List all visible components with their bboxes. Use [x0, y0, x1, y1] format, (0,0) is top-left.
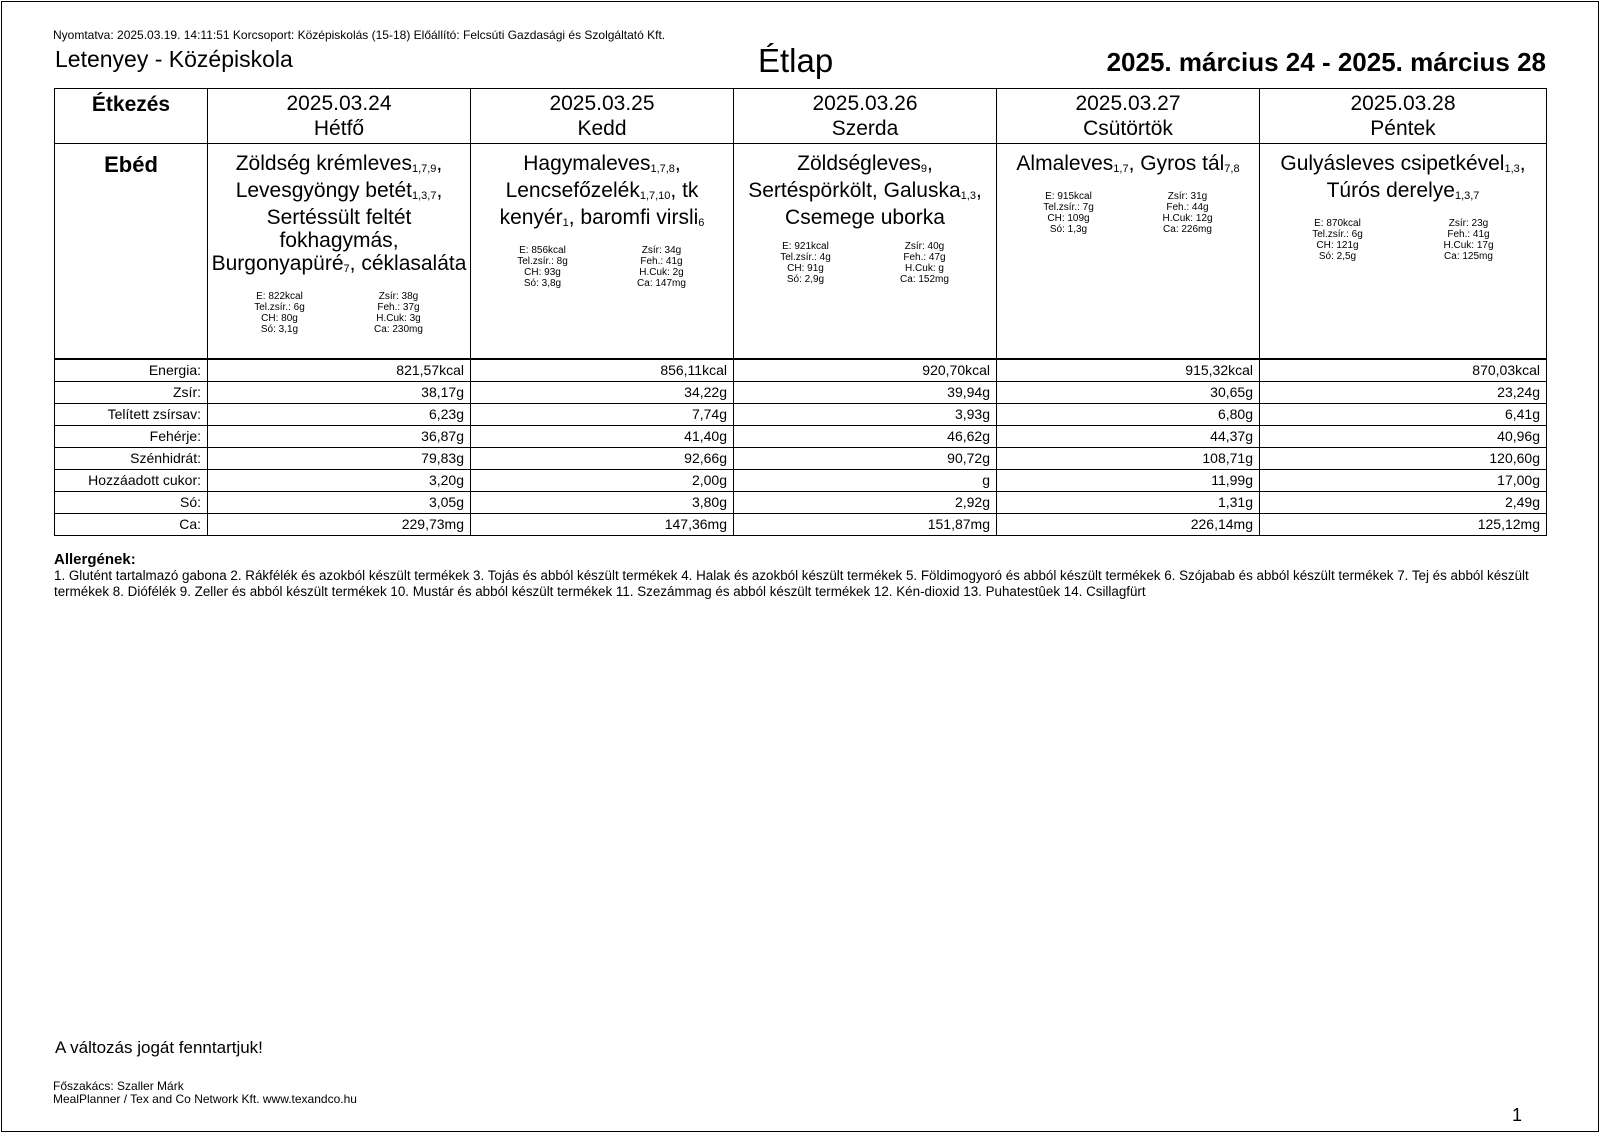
nutrition-value: Zsír: 31g: [1167, 191, 1208, 202]
dish-nutrition-summary: [210, 291, 468, 335]
nutrition-value: E: 921kcal: [782, 241, 829, 252]
nutrition-cell: 229,73mg: [208, 513, 471, 535]
footer-info: [53, 1080, 357, 1106]
nutrition-row: [55, 513, 1547, 535]
nutrition-cell: 34,22g: [471, 381, 734, 403]
dish-name: Lencsefőzelék: [505, 179, 640, 202]
nutrition-row: [55, 403, 1547, 425]
nutrition-value: Tel.zsír.: 4g: [780, 252, 831, 263]
dish-name: baromfi virsli: [580, 206, 699, 229]
nutrition-cell: 38,17g: [208, 381, 471, 403]
nutrition-value: Feh.: 37g: [377, 302, 420, 313]
nutrition-cell: 2,49g: [1260, 491, 1547, 513]
chef-name: Főszakács: Szaller Márk: [53, 1079, 184, 1093]
nutrition-label: Zsír:: [55, 381, 208, 403]
dish-allergens: 1,3,7: [1454, 190, 1480, 202]
day-weekday: Péntek: [1370, 117, 1436, 140]
dish-name: Zöldségleves: [797, 152, 921, 175]
nutrition-cell: 2,00g: [471, 469, 734, 491]
dish-name: Gulyásleves csipetkével: [1280, 152, 1505, 175]
nutrition-cell: 17,00g: [1260, 469, 1547, 491]
dish-cell: [997, 144, 1260, 359]
nutrition-cell: g: [734, 469, 997, 491]
nutrition-label: Hozzáadott cukor:: [55, 469, 208, 491]
dish-name: kenyér: [499, 206, 563, 229]
nutrition-value: Só: 3,8g: [523, 278, 562, 289]
nutrition-row: [55, 381, 1547, 403]
menu-table: [54, 88, 1547, 536]
dish-allergens: 1,7: [1113, 163, 1129, 175]
dish-name: Sertéssült feltét fokhagymás: [266, 206, 412, 252]
nutrition-value: CH: 121g: [1316, 240, 1359, 251]
nutrition-cell: 821,57kcal: [208, 359, 471, 382]
page-title: Étlap: [758, 42, 834, 79]
nutrition-label: Telített zsírsav:: [55, 403, 208, 425]
nutrition-label: Energia:: [55, 359, 208, 382]
dish-nutrition-summary: [1262, 218, 1544, 262]
nutrition-value: CH: 91g: [787, 263, 824, 274]
nutrition-value: Feh.: 47g: [903, 252, 946, 263]
nutrition-value: CH: 80g: [261, 313, 298, 324]
dish-allergens: 1,3: [1504, 163, 1520, 175]
nutrition-cell: 40,96g: [1260, 425, 1547, 447]
dish-cell: [1260, 144, 1547, 359]
allergens-list: 1. Glutént tartalmazó gabona 2. Rákfélék és azokból készült termékek 3. Tojás és abból készült termékek 4. Halak és azokból készült termékek 5. Földimogyoró és abból készült termékek 6. Szójabab és abból készült termékek 7. Tej és abból készült termékek 8. Diófélék 9. Zeller és abból készült termékek 10. Mustár és abból készült termékek 11. Szezámmag és abból készült termékek 12. Kén-dioxid 13. Puhatestûek 14. Csillagfürt: [54, 568, 1529, 599]
nutrition-cell: 3,20g: [208, 469, 471, 491]
dish-name: Túrós derelye: [1326, 179, 1455, 202]
nutrition-value: Zsír: 38g: [378, 291, 419, 302]
dish-separator: ,: [674, 152, 681, 175]
day-header-row: [55, 89, 1547, 144]
nutrition-cell: 2,92g: [734, 491, 997, 513]
nutrition-value: E: 856kcal: [519, 245, 566, 256]
nutrition-cell: 30,65g: [997, 381, 1260, 403]
nutrition-value: H.Cuk: 12g: [1162, 213, 1213, 224]
nutrition-cell: 870,03kcal: [1260, 359, 1547, 382]
dish-cell: [208, 144, 471, 359]
dish-name: Gyros tál: [1140, 152, 1225, 175]
dish-allergens: 7,8: [1224, 163, 1240, 175]
nutrition-value: Ca: 152mg: [900, 274, 949, 285]
nutrition-value: Zsír: 40g: [904, 241, 945, 252]
nutrition-table: [55, 359, 1547, 536]
nutrition-cell: 3,80g: [471, 491, 734, 513]
dish-name: Zöldség krémleves: [235, 152, 412, 175]
nutrition-label: Ca:: [55, 513, 208, 535]
nutrition-cell: 856,11kcal: [471, 359, 734, 382]
dish-list: [210, 152, 468, 279]
dish-name: Galuska: [883, 179, 961, 202]
nutrition-value: Só: 2,5g: [1318, 251, 1357, 262]
dish-allergens: 9: [920, 163, 927, 175]
nutrition-cell: 147,36mg: [471, 513, 734, 535]
dish-allergens: 1,7,10: [639, 190, 671, 202]
nutrition-cell: 108,71g: [997, 447, 1260, 469]
day-weekday: Kedd: [577, 117, 627, 140]
day-weekday: Hétfő: [313, 117, 365, 140]
nutrition-value: Tel.zsír.: 6g: [1312, 229, 1363, 240]
nutrition-cell: 6,23g: [208, 403, 471, 425]
dish-name: Sertéspörkölt: [748, 179, 872, 202]
nutrition-value: Tel.zsír.: 7g: [1043, 202, 1094, 213]
day-date: 2025.03.25: [549, 92, 655, 115]
meal-header: Étkezés: [55, 89, 208, 144]
dish-name: Csemege uborka: [785, 206, 945, 229]
day-date: 2025.03.26: [812, 92, 918, 115]
nutrition-value: E: 915kcal: [1045, 191, 1092, 202]
nutrition-cell: 915,32kcal: [997, 359, 1260, 382]
nutrition-value: CH: 109g: [1047, 213, 1090, 224]
nutrition-label: Fehérje:: [55, 425, 208, 447]
nutrition-cell: 46,62g: [734, 425, 997, 447]
nutrition-value: Feh.: 41g: [640, 256, 683, 267]
nutrition-value: Tel.zsír.: 8g: [517, 256, 568, 267]
dish-separator: ,: [436, 179, 443, 202]
nutrition-cell: 226,14mg: [997, 513, 1260, 535]
nutrition-value: Ca: 147mg: [637, 278, 686, 289]
nutrition-value: H.Cuk: 17g: [1443, 240, 1494, 251]
nutrition-value: Feh.: 41g: [1447, 229, 1490, 240]
nutrition-value: H.Cuk: g: [905, 263, 944, 274]
dish-separator: ,: [1128, 152, 1135, 175]
change-notice: A változás jogát fenntartjuk!: [55, 1038, 263, 1057]
nutrition-row: [55, 447, 1547, 469]
dish-name: Levesgyöngy betét: [235, 179, 412, 202]
day-header: [471, 89, 734, 144]
day-date: 2025.03.24: [286, 92, 392, 115]
nutrition-label: Só:: [55, 491, 208, 513]
nutrition-cell: 6,80g: [997, 403, 1260, 425]
nutrition-cell: 151,87mg: [734, 513, 997, 535]
nutrition-value: E: 822kcal: [256, 291, 303, 302]
allergens-title: Allergének:: [54, 551, 136, 568]
nutrition-value: Zsír: 23g: [1448, 218, 1489, 229]
dish-allergens: 1,3,7: [411, 190, 437, 202]
nutrition-cell: 90,72g: [734, 447, 997, 469]
nutrition-value: Zsír: 34g: [641, 245, 682, 256]
nutrition-cell: 7,74g: [471, 403, 734, 425]
nutrition-value: H.Cuk: 3g: [376, 313, 421, 324]
lunch-row: [55, 144, 1547, 359]
meal-name: Ebéd: [55, 144, 208, 359]
nutrition-cell: 3,93g: [734, 403, 997, 425]
dish-allergens: 6: [698, 217, 705, 229]
page-number: 1: [1512, 1105, 1523, 1125]
nutrition-value: E: 870kcal: [1314, 218, 1361, 229]
dish-separator: ,: [436, 152, 443, 175]
nutrition-value: Ca: 125mg: [1444, 251, 1493, 262]
nutrition-value: Ca: 226mg: [1163, 224, 1212, 235]
dish-allergens: 1: [562, 217, 569, 229]
nutrition-value: Ca: 230mg: [374, 324, 423, 335]
dish-nutrition-summary: [999, 191, 1257, 235]
day-header: [734, 89, 997, 144]
nutrition-value: Só: 1,3g: [1049, 224, 1088, 235]
day-weekday: Szerda: [831, 117, 899, 140]
nutrition-cell: 1,31g: [997, 491, 1260, 513]
dish-separator: ,: [392, 229, 399, 252]
dish-separator: , tk: [670, 179, 699, 202]
dish-allergens: 1,7,8: [650, 163, 675, 175]
dish-separator: ,: [927, 152, 933, 175]
nutrition-cell: 3,05g: [208, 491, 471, 513]
nutrition-cell: 92,66g: [471, 447, 734, 469]
nutrition-label: Szénhidrát:: [55, 447, 208, 469]
dish-separator: ,: [349, 252, 356, 275]
nutrition-row: [55, 359, 1547, 382]
nutrition-cell: 6,41g: [1260, 403, 1547, 425]
dish-name: Almaleves: [1016, 152, 1114, 175]
nutrition-cell: 44,37g: [997, 425, 1260, 447]
nutrition-row: [55, 469, 1547, 491]
nutrition-value: CH: 93g: [524, 267, 561, 278]
nutrition-value: Só: 3,1g: [260, 324, 299, 335]
dish-separator: ,: [568, 206, 575, 229]
dish-nutrition-summary: [736, 241, 994, 285]
date-range: 2025. március 24 - 2025. március 28: [1106, 47, 1546, 77]
nutrition-row: [55, 425, 1547, 447]
nutrition-cell: 125,12mg: [1260, 513, 1547, 535]
day-weekday: Csütörtök: [1083, 117, 1173, 140]
dish-allergens: 7: [343, 263, 350, 275]
nutrition-cell: 120,60g: [1260, 447, 1547, 469]
dish-separator: ,: [975, 179, 982, 202]
nutrition-value: Só: 2,9g: [786, 274, 825, 285]
nutrition-value: H.Cuk: 2g: [639, 267, 684, 278]
school-name: Letenyey - Középiskola: [55, 46, 293, 72]
day-header: [997, 89, 1260, 144]
dish-cell: [471, 144, 734, 359]
dish-name: Burgonyapüré: [211, 252, 344, 275]
dish-list: [1262, 152, 1544, 206]
nutrition-cell: 11,99g: [997, 469, 1260, 491]
dish-name: Hagymaleves: [523, 152, 651, 175]
dish-list: [473, 152, 731, 233]
dish-nutrition-summary: [473, 245, 731, 289]
nutrition-cell: 23,24g: [1260, 381, 1547, 403]
nutrition-value: Feh.: 44g: [1166, 202, 1209, 213]
day-date: 2025.03.27: [1075, 92, 1181, 115]
day-date: 2025.03.28: [1350, 92, 1456, 115]
dish-cell: [734, 144, 997, 359]
software-credit: MealPlanner / Tex and Co Network Kft. www.texandco.hu: [53, 1092, 357, 1106]
dish-list: [736, 152, 994, 229]
nutrition-cell: 36,87g: [208, 425, 471, 447]
dish-list: [999, 152, 1257, 179]
dish-separator: ,: [1519, 152, 1526, 175]
day-header: [208, 89, 471, 144]
nutrition-row: [55, 491, 1547, 513]
day-header: [1260, 89, 1547, 144]
nutrition-cell: 41,40g: [471, 425, 734, 447]
dish-allergens: 1,3: [960, 190, 976, 202]
nutrition-cell: 920,70kcal: [734, 359, 997, 382]
nutrition-value: Tel.zsír.: 6g: [254, 302, 305, 313]
dish-separator: ,: [871, 179, 878, 202]
dish-allergens: 1,7,9: [411, 163, 437, 175]
nutrition-cell: 79,83g: [208, 447, 471, 469]
dish-name: céklasaláta: [361, 252, 467, 275]
print-info: Nyomtatva: 2025.03.19. 14:11:51 Korcsoport: Középiskolás (15-18) Előállító: Felcsúti Gazdasági és Szolgáltató Kft.: [53, 28, 666, 42]
nutrition-cell: 39,94g: [734, 381, 997, 403]
